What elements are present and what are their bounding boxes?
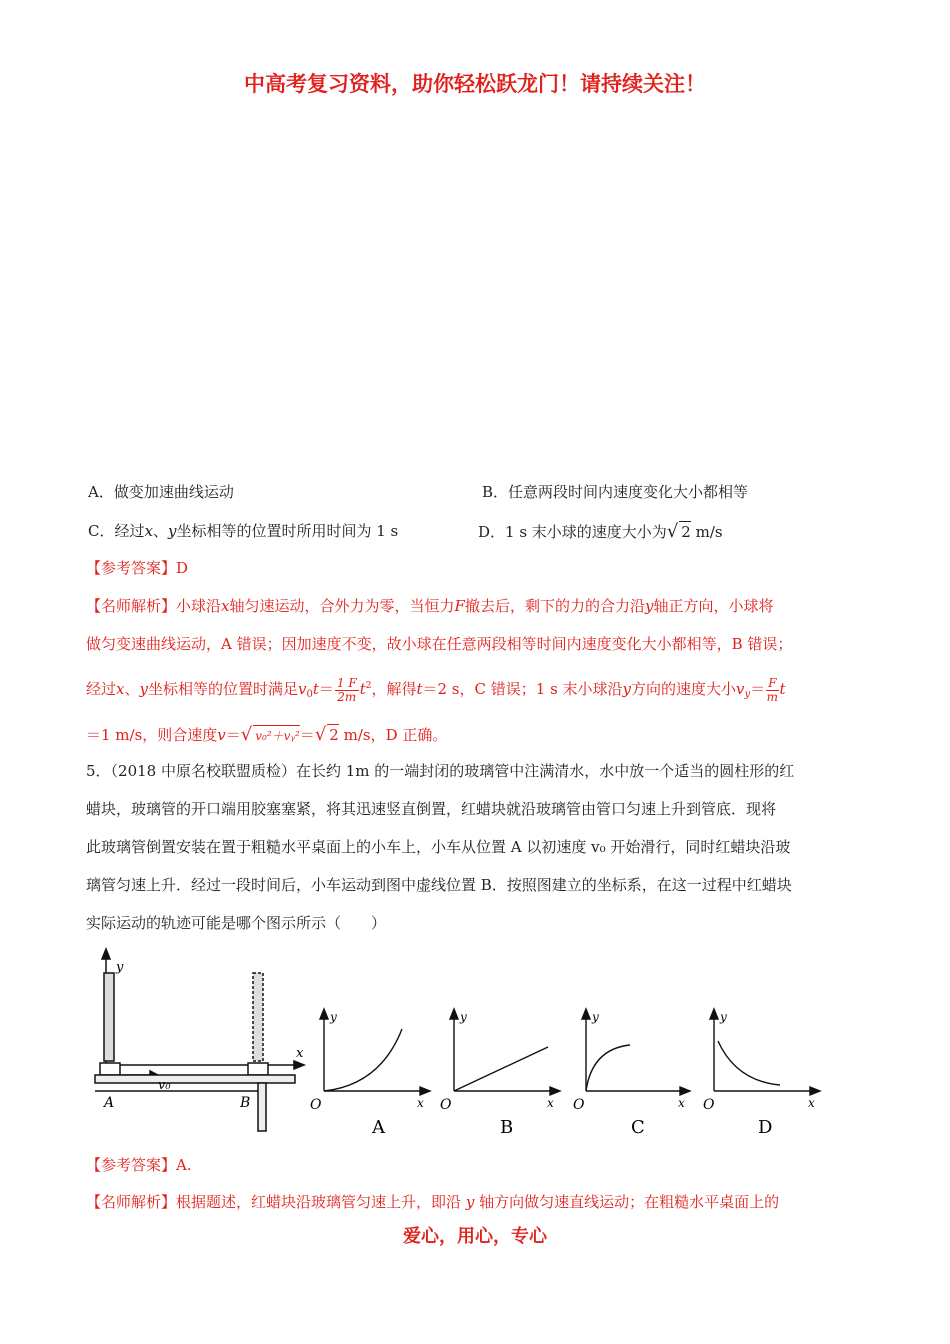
option-b — [482, 482, 748, 502]
graph-a-curve — [324, 1029, 402, 1091]
analysis-text: 方向的速度大小 — [631, 680, 737, 698]
graph-a-label: A — [372, 1117, 385, 1138]
option-d — [478, 521, 723, 542]
option-d-unit: m/s — [695, 523, 723, 541]
math-t: t — [416, 680, 423, 698]
graph-b-origin: O — [440, 1097, 452, 1113]
analysis-text: 撤去后，剩下的力的合力沿 — [464, 597, 645, 615]
graph-d-origin: O — [703, 1097, 715, 1113]
graph-d-y-arrow — [710, 1009, 718, 1019]
math-root: 2 — [329, 726, 339, 744]
math-x: x — [116, 680, 125, 698]
frac-den: m — [766, 689, 779, 704]
graph-c-y-label: y — [592, 1010, 599, 1024]
glass-tube-a — [104, 973, 114, 1061]
analysis-text: 轴方向做匀速直线运动；在粗糙水平桌面上的 — [479, 1193, 780, 1211]
q5-line-4: 璃管匀速上升．经过一段时间后，小车运动到图中虚线位置 B．按照图建立的坐标系，在这一过程中红蜡块 — [86, 876, 792, 894]
sqrt-symbol: √ — [240, 724, 253, 745]
math-y: y — [465, 1193, 475, 1211]
graph-c-x-arrow — [680, 1087, 690, 1095]
math-sup: 2 — [365, 681, 372, 691]
analysis-text: ＝2 s，C 错误；1 s 末小球沿 — [422, 680, 623, 698]
graph-b-x-label: x — [547, 1096, 554, 1110]
analysis-text: m/s，D 正确。 — [343, 726, 448, 744]
apparatus-pos-a: A — [104, 1095, 115, 1111]
q4-analysis-line-2: 做匀变速曲线运动，A 错误；因加速度不变，故小球在任意两段相等时间内速度变化大小都相等，B 错误； — [86, 635, 793, 653]
graph-c-label: C — [631, 1117, 645, 1138]
option-c-sep: 、 — [152, 522, 168, 540]
answer-tag: 【参考答案】 — [86, 1156, 177, 1174]
math-y: y — [139, 680, 148, 698]
table-leg — [258, 1083, 266, 1131]
option-c-pre: 经过 — [114, 522, 145, 540]
math-t: t — [359, 680, 366, 698]
graph-b-y-arrow — [450, 1009, 458, 1019]
cart-a — [100, 1063, 120, 1075]
option-a — [88, 482, 234, 502]
graph-a-y-arrow — [320, 1009, 328, 1019]
graph-d-x-label: x — [808, 1096, 815, 1110]
apparatus-v-label: v₀ — [158, 1078, 171, 1093]
graph-d-x-arrow — [810, 1087, 820, 1095]
apparatus-diagram — [95, 949, 304, 1131]
answer-tag: 【参考答案】 — [86, 559, 177, 577]
sqrt-symbol: √ — [666, 521, 679, 542]
analysis-text: 轴匀速运动，合外力为零，当恒力 — [229, 597, 455, 615]
graph-b-x-arrow — [550, 1087, 560, 1095]
q5-line-1: 5．（2018 中原名校联盟质检）在长约 1m 的一端封闭的玻璃管中注满清水，水中放一个适当的圆柱形的红 — [86, 762, 795, 780]
math-y: y — [644, 597, 654, 615]
math-eq: ＝ — [225, 726, 241, 744]
analysis-text: 、 — [124, 680, 140, 698]
math-v: v — [298, 680, 307, 698]
math-t: t — [779, 680, 786, 698]
option-d-root: 2 — [681, 523, 691, 541]
math-v: v — [736, 680, 745, 698]
option-b-label: B． — [482, 483, 509, 501]
frac-num: 1 F — [336, 675, 357, 690]
option-a-text: 做变加速曲线运动 — [113, 483, 234, 501]
math-v: v — [217, 726, 226, 744]
graph-a-origin: O — [310, 1097, 322, 1113]
math-eq: ＝ — [318, 680, 334, 698]
apparatus-x-label: x — [296, 1046, 304, 1061]
table-top — [95, 1075, 295, 1083]
graph-c-y-arrow — [582, 1009, 590, 1019]
analysis-text: 根据题述，红蜡块沿玻璃管匀速上升，即沿 — [176, 1193, 462, 1211]
q5-answer — [86, 1155, 192, 1175]
option-b-text: 任意两段时间内速度变化大小都相等 — [508, 483, 749, 501]
q4-analysis-line-1 — [86, 596, 773, 616]
q5-line-2: 蜡块，玻璃管的开口端用胶塞塞紧，将其迅速竖直倒置，红蜡块就沿玻璃管由管口匀速上升到管底．现将 — [86, 800, 777, 818]
q5-analysis — [86, 1192, 779, 1212]
math-sub: 0 — [306, 689, 313, 700]
math-f: F — [454, 597, 465, 615]
option-c-y: y — [167, 522, 177, 540]
q5-figure — [90, 945, 850, 1145]
glass-tube-b — [253, 973, 263, 1061]
q5-line-5: 实际运动的轨迹可能是哪个图示所示（ ） — [86, 914, 387, 932]
apparatus-x-arrow — [294, 1061, 304, 1069]
math-x: x — [221, 597, 230, 615]
answer-value: A. — [176, 1156, 192, 1174]
option-c-x: x — [144, 522, 153, 540]
graph-c-origin: O — [573, 1097, 585, 1113]
graph-b-label: B — [500, 1117, 514, 1138]
sqrt-symbol: √ — [314, 724, 327, 745]
analysis-tag: 【名师解析】 — [86, 1193, 177, 1211]
q4-answer — [86, 558, 188, 578]
analysis-text: 坐标相等的位置时满足 — [147, 680, 298, 698]
graph-a-x-arrow — [420, 1087, 430, 1095]
answer-value: D — [176, 559, 189, 577]
math-t: t — [312, 680, 319, 698]
analysis-tag: 【名师解析】 — [86, 597, 177, 615]
math-sub: y — [744, 689, 751, 700]
fraction-f-over-m — [766, 677, 778, 704]
math-eq: ＝ — [299, 726, 315, 744]
apparatus-pos-b: B — [240, 1095, 251, 1111]
analysis-text: 小球沿 — [176, 597, 222, 615]
graph-b-line — [454, 1047, 548, 1091]
option-c-post: 坐标相等的位置时所用时间为 1 s — [176, 522, 399, 540]
fraction-1-over-2m — [335, 677, 359, 704]
graph-d-curve — [718, 1041, 780, 1085]
frac-den: 2m — [337, 689, 357, 704]
option-a-label: A． — [88, 483, 114, 501]
page-header: 中高考复习资料，助你轻松跃龙门！请持续关注！ — [244, 71, 706, 96]
graph-c-curve — [586, 1045, 630, 1091]
graph-d-y-label: y — [720, 1010, 727, 1024]
cart-b — [248, 1063, 268, 1075]
apparatus-y-label: y — [116, 960, 124, 975]
option-c — [88, 521, 398, 541]
page-footer: 爱心，用心，专心 — [403, 1226, 547, 1247]
option-d-pre: 1 s 末小球的速度大小为 — [505, 523, 667, 541]
q5-line-3: 此玻璃管倒置安装在置于粗糙水平桌面上的小车上，小车从位置 A 以初速度 v₀ 开始滑行，同时红蜡块沿玻 — [86, 838, 791, 856]
analysis-text: ＝1 m/s，则合速度 — [86, 726, 218, 744]
graph-d-label: D — [758, 1117, 773, 1138]
analysis-text: 轴正方向，小球将 — [653, 597, 774, 615]
math-eq: ＝ — [750, 680, 766, 698]
option-c-label: C． — [88, 522, 115, 540]
q4-analysis-line-4 — [86, 724, 447, 746]
graph-b-y-label: y — [460, 1010, 467, 1024]
graph-a-x-label: x — [417, 1096, 424, 1110]
apparatus-y-arrow — [102, 949, 110, 959]
analysis-text: 经过 — [86, 680, 117, 698]
graph-a-y-label: y — [330, 1010, 337, 1024]
option-d-label: D． — [478, 523, 506, 541]
frac-num: F — [768, 675, 777, 690]
math-y: y — [622, 680, 632, 698]
graph-c-x-label: x — [678, 1096, 685, 1110]
q4-analysis-line-3 — [86, 676, 786, 705]
analysis-text: ，解得 — [371, 680, 417, 698]
math-root: v₀²＋vᵧ² — [253, 725, 300, 746]
